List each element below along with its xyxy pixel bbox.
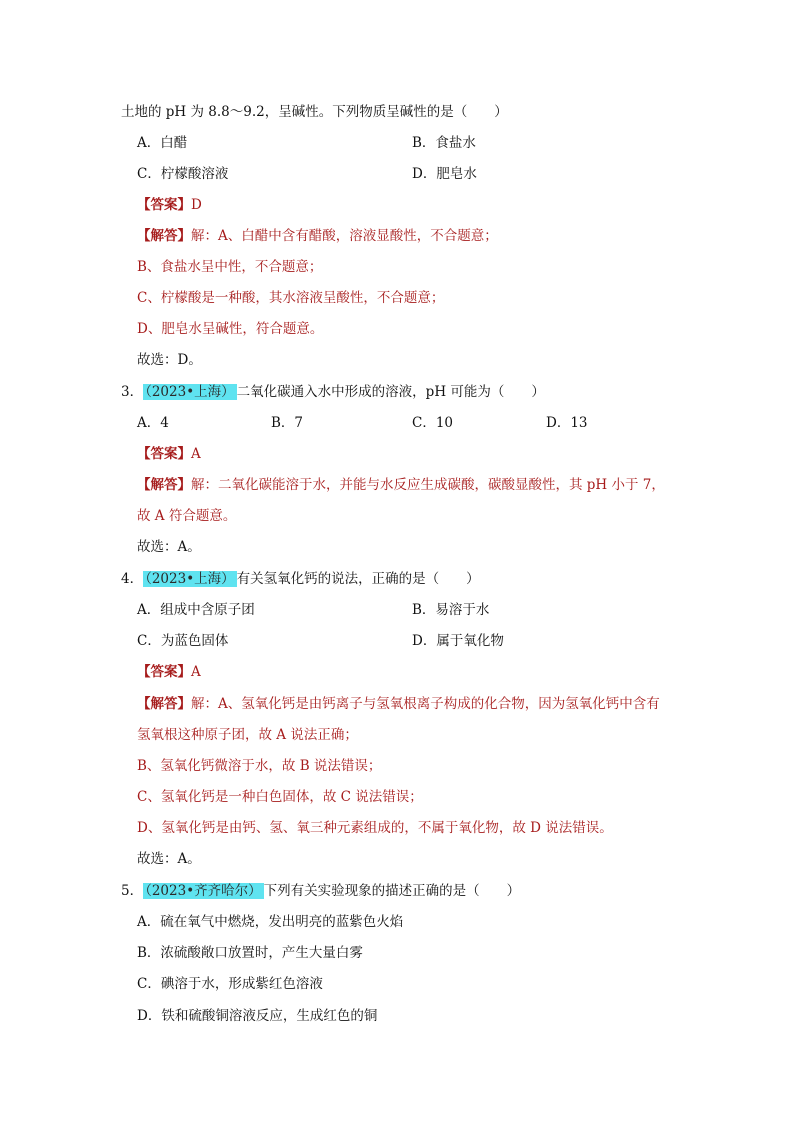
- q4-stem-line: [121, 569, 480, 589]
- q5-option-c: C．碘溶于水，形成紫红色溶液: [137, 976, 323, 992]
- q4-option-d: D．属于氧化物: [412, 633, 504, 649]
- q2-option-d: D．肥皂水: [412, 166, 477, 182]
- answer-tag: 【答案】: [137, 664, 191, 680]
- source-badge: （2023•上海）: [145, 384, 235, 400]
- analysis-text: 解：A、氢氧化钙是由钙离子与氢氧根离子构成的化合物，因为氢氧化钙中含有: [191, 696, 660, 712]
- q4-answer: [137, 662, 201, 682]
- q2-answer: [137, 195, 202, 215]
- analysis-text: 解：二氧化碳能溶于水，并能与水反应生成碳酸，碳酸显酸性，其 pH 小于 7，: [191, 477, 665, 493]
- q3-analysis-line: 故 A 符合题意。: [137, 508, 237, 524]
- q2-option-b: B．食盐水: [412, 135, 476, 151]
- answer-value: D: [191, 197, 202, 213]
- q3-stem-line: [121, 382, 545, 402]
- q5-stem-line: [121, 881, 520, 901]
- q4-analysis-line: C、氢氧化钙是一种白色固体，故 C 说法错误；: [137, 789, 423, 805]
- q2-stem: 土地的 pH 为 8.8～9.2，呈碱性。下列物质呈碱性的是（ ）: [121, 104, 508, 120]
- q3-conclusion: 故选：A。: [137, 539, 201, 555]
- analysis-tag: 【解答】: [137, 228, 191, 244]
- q4-option-b: B．易溶于水: [412, 602, 490, 618]
- q4-analysis-line: 氢氧根这种原子团，故 A 说法正确；: [137, 727, 358, 743]
- q4-option-c: C．为蓝色固体: [137, 633, 229, 649]
- q3-analysis-line: [137, 475, 665, 495]
- q2-conclusion: 故选：D。: [137, 352, 202, 368]
- analysis-text: 解：A、白醋中含有醋酸，溶液显酸性，不合题意；: [191, 228, 498, 244]
- q3-option-a: A．4: [137, 415, 169, 431]
- analysis-tag: 【解答】: [137, 696, 191, 712]
- question-number: 5．: [121, 883, 144, 899]
- q2-analysis-line: D、肥皂水呈碱性，符合题意。: [137, 321, 324, 337]
- source-badge: （2023•上海）: [145, 571, 235, 587]
- q3-option-c: C．10: [412, 415, 454, 431]
- question-number: 3．: [121, 384, 144, 400]
- q4-analysis-line: [137, 694, 660, 714]
- q2-analysis-line: [137, 226, 498, 246]
- q3-option-b: B．7: [271, 415, 304, 431]
- question-stem: 下列有关实验现象的描述正确的是（ ）: [263, 883, 521, 899]
- answer-value: A: [191, 446, 201, 462]
- q2-analysis-line: C、柠檬酸是一种酸，其水溶液呈酸性，不合题意；: [137, 290, 445, 306]
- q4-analysis-line: D、氢氧化钙是由钙、氢、氧三种元素组成的，不属于氧化物，故 D 说法错误。: [137, 820, 613, 836]
- question-number: 4．: [121, 571, 144, 587]
- question-stem: 二氧化碳通入水中形成的溶液，pH 可能为（ ）: [236, 384, 545, 400]
- q2-option-a: A．白醋: [137, 135, 188, 151]
- answer-value: A: [191, 664, 201, 680]
- q5-option-a: A．硫在氧气中燃烧，发出明亮的蓝紫色火焰: [137, 914, 404, 930]
- question-stem: 有关氢氧化钙的说法，正确的是（ ）: [236, 571, 480, 587]
- q3-answer: [137, 444, 201, 464]
- q3-option-d: D．13: [546, 415, 588, 431]
- q4-option-a: A．组成中含原子团: [137, 602, 255, 618]
- q4-conclusion: 故选：A。: [137, 851, 201, 867]
- answer-tag: 【答案】: [137, 446, 191, 462]
- q2-analysis-line: B、食盐水呈中性，不合题意；: [137, 259, 323, 275]
- q2-option-c: C．柠檬酸溶液: [137, 166, 229, 182]
- answer-tag: 【答案】: [137, 197, 191, 213]
- analysis-tag: 【解答】: [137, 477, 191, 493]
- q4-analysis-line: B、氢氧化钙微溶于水，故 B 说法错误；: [137, 758, 382, 774]
- source-badge: （2023•齐齐哈尔）: [145, 883, 262, 899]
- q5-option-d: D．铁和硫酸铜溶液反应，生成红色的铜: [137, 1008, 378, 1024]
- q5-option-b: B．浓硫酸敞口放置时，产生大量白雾: [137, 945, 363, 961]
